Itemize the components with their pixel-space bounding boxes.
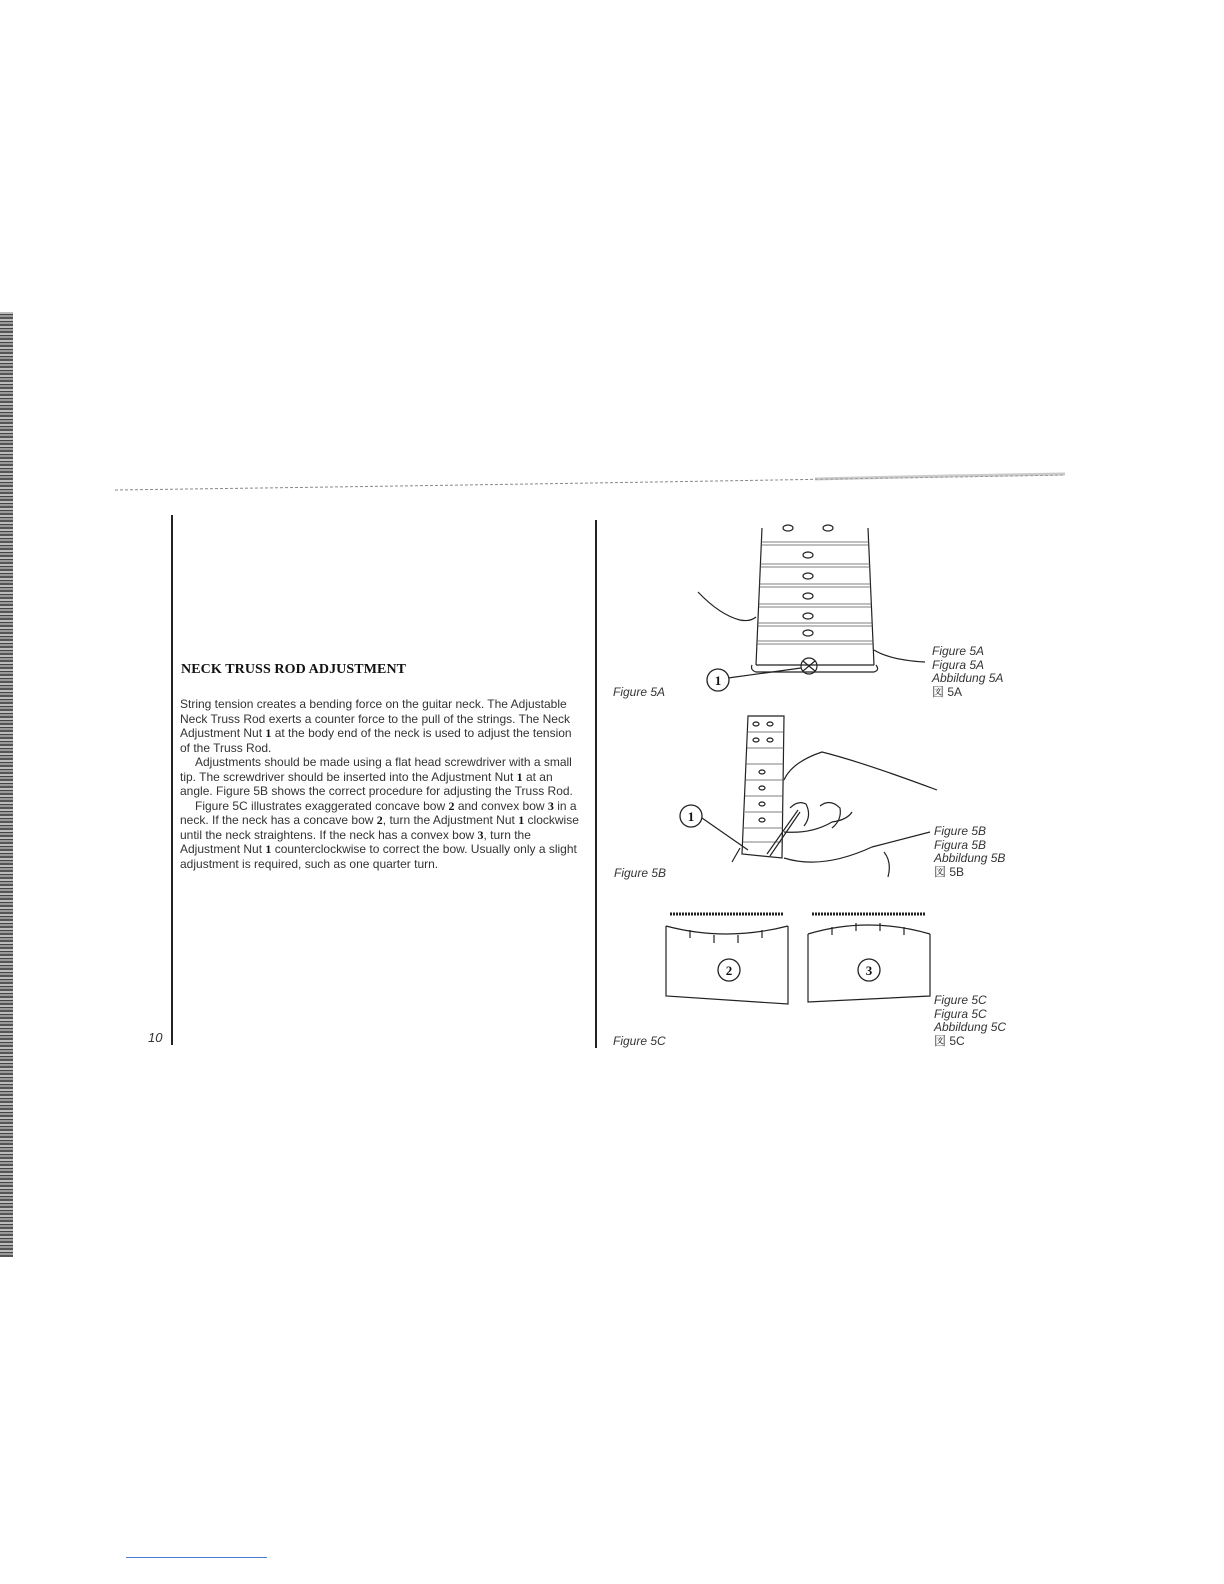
figure-5a-label: Figure 5A xyxy=(613,685,666,699)
reference-numeral: 3 xyxy=(547,798,554,813)
caption-5a-ja: 図 5A xyxy=(932,684,963,699)
caption-5a-en: Figure 5A xyxy=(932,644,985,658)
callout-1-5a: 1 xyxy=(714,673,722,688)
reference-numeral: 1 xyxy=(265,842,272,856)
figure-5b-label: Figure 5B xyxy=(614,866,667,880)
caption-5b-en: Figure 5B xyxy=(934,824,987,838)
caption-5c-de: Abbildung 5C xyxy=(934,1020,1007,1034)
caption-5b-ja: 図 5B xyxy=(934,864,965,879)
paragraph-2: Adjustments should be made using a flat head screwdriver with a small tip. The screwdriver should be inserted into the Adjustment Nut 1 at an angle. Figure 5B shows the correct procedure for adjusting the Truss Rod. xyxy=(180,755,573,798)
scan-edge-artifact xyxy=(0,312,13,1257)
caption-5c-es: Figura 5C xyxy=(934,1006,987,1021)
figure-5c-illustration xyxy=(660,906,940,1006)
callout-2-concave: 2 xyxy=(725,963,733,978)
figure-5b-caption xyxy=(934,825,1005,879)
page-number: 10 xyxy=(148,1030,163,1045)
figure-5c-label: Figure 5C xyxy=(613,1034,666,1048)
caption-5b-es: Figura 5B xyxy=(934,837,987,852)
reference-numeral: 1 xyxy=(516,769,523,784)
caption-5a-de: Abbildung 5A xyxy=(932,671,1004,685)
caption-5a-es: Figura 5A xyxy=(932,657,985,672)
callout-3-convex: 3 xyxy=(865,963,873,978)
body-text xyxy=(180,697,580,871)
figure-5c-caption xyxy=(934,994,1006,1048)
figure-5b-illustration xyxy=(672,712,942,882)
caption-5c-en: Figure 5C xyxy=(934,993,987,1007)
reference-numeral: 1 xyxy=(265,726,272,740)
reference-numeral: 2 xyxy=(448,798,455,813)
figure-5a-illustration xyxy=(690,520,930,700)
center-column-rule xyxy=(595,520,597,1048)
left-column-rule xyxy=(171,515,173,1045)
reference-numeral: 3 xyxy=(477,827,484,842)
callout-1-5b: 1 xyxy=(687,809,695,824)
reference-numeral: 1 xyxy=(518,813,525,827)
paragraph-1: String tension creates a bending force on the guitar neck. The Adjustable Neck Truss Rod exerts a counter force to the pull of the strings. The Neck Adjustment Nut 1 at the body end of the neck is used to adjust the tension of the Truss Rod. xyxy=(180,697,572,755)
figure-5a-caption xyxy=(932,645,1003,699)
top-scan-rule xyxy=(115,470,1065,494)
reference-numeral: 2 xyxy=(376,813,383,827)
bottom-blue-rule xyxy=(126,1557,267,1558)
caption-5c-ja: 図 5C xyxy=(934,1033,965,1048)
section-heading: NECK TRUSS ROD ADJUSTMENT xyxy=(181,662,407,677)
paragraph-3: Figure 5C illustrates exaggerated concave bow 2 and convex bow 3 in a neck. If the neck has a concave bow 2, turn the Adjustment Nut 1 clockwise until the neck straightens. If the neck has a convex bow 3, turn the Adjustment Nut 1 counterclockwise to correct the bow. Usually only a slight adjustment is required, such as one quarter turn. xyxy=(180,798,579,871)
caption-5b-de: Abbildung 5B xyxy=(934,851,1006,865)
